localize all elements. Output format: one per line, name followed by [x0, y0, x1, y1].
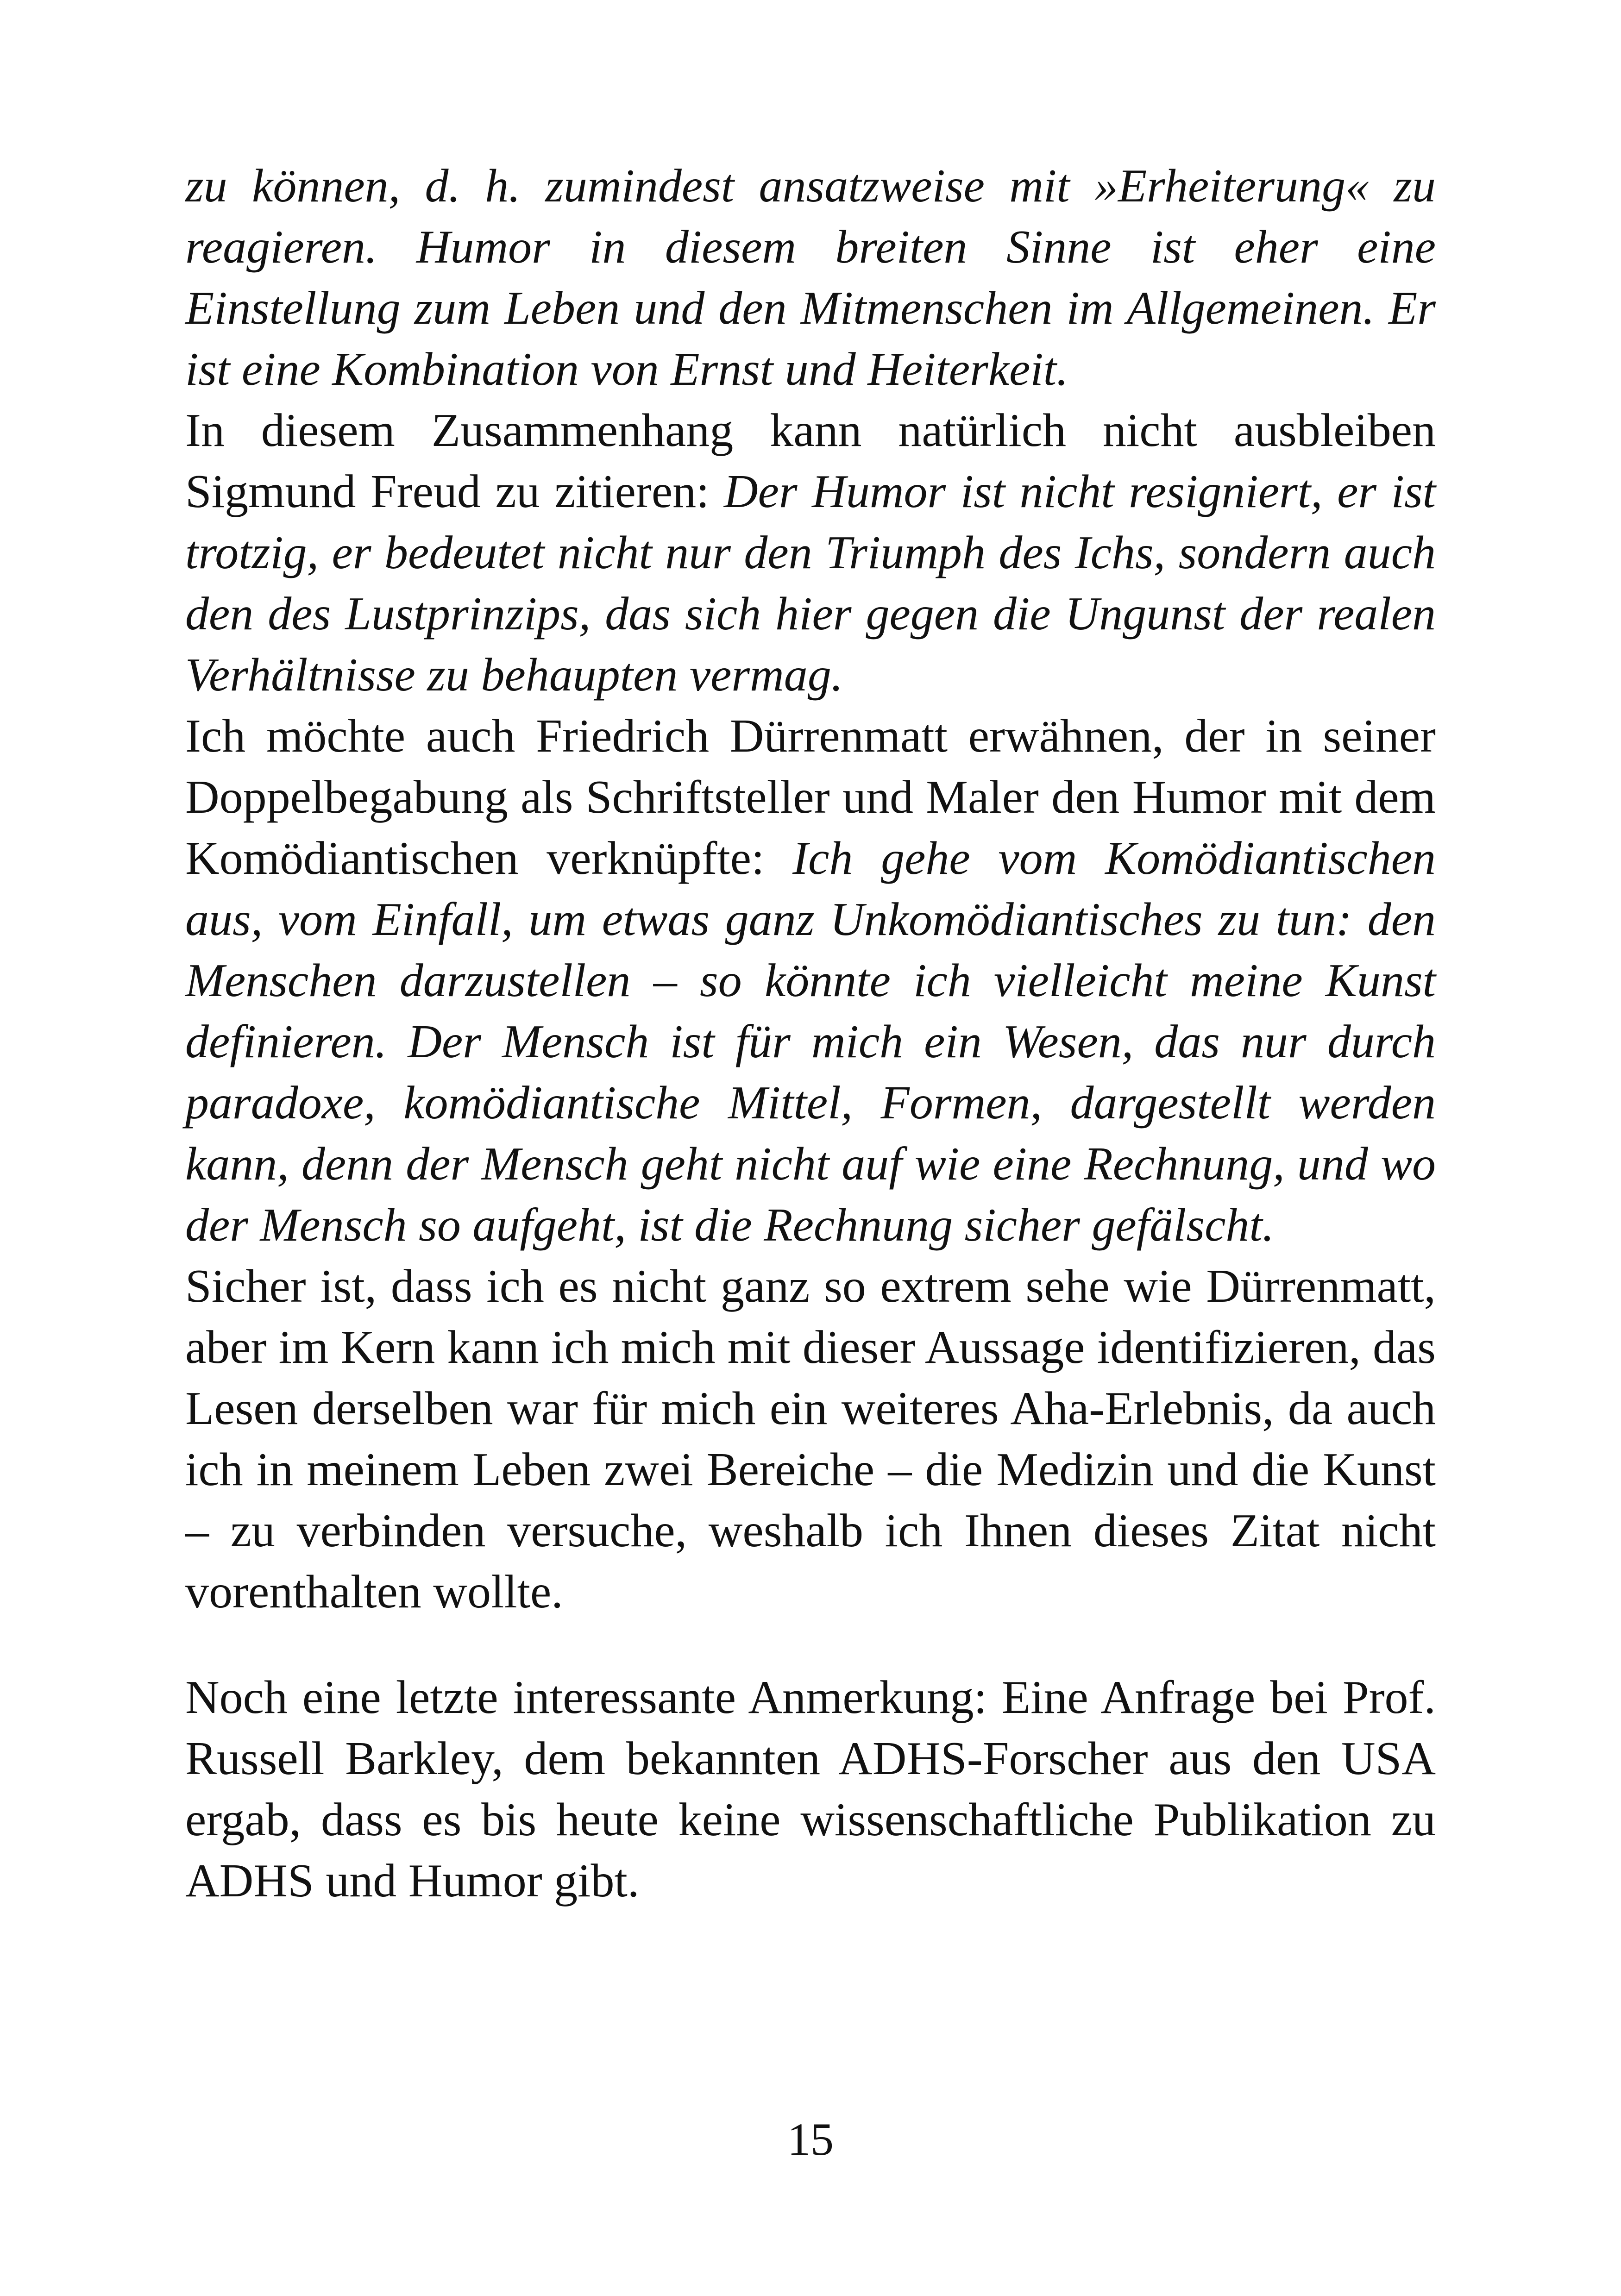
body-text: In diesem Zusammenhang kann natürlich nicht ausbleiben Sigmund Freud zu zitieren:	[185, 404, 1436, 518]
body-text: Ich möchte auch Friedrich Dürrenmatt erwähnen, der in seiner Doppelbegabung als Schriftsteller und Maler den Humor mit dem Komödiantischen verknüpfte:	[185, 710, 1436, 885]
body-text: Noch eine letzte interessante Anmerkung: Eine Anfrage bei Prof. Russell Barkley, dem bekannten ADHS-Forscher aus den USA ergab, dass es bis heute keine wissenschaftliche Publikation zu ADHS und Humor gibt.	[185, 1671, 1436, 1907]
paragraph-freud-quote	[185, 400, 1436, 706]
body-text: Sicher ist, dass ich es nicht ganz so extrem sehe wie Dürrenmatt, aber im Kern kann ich mich mit dieser Aussage identifizieren, das Lesen derselben war für mich ein weiteres Aha-Erlebnis, da auch ich in meinem Leben zwei Bereiche – die Medizin und die Kunst – zu verbinden versuche, weshalb ich Ihnen dieses Zitat nicht vorenthalten wollte.	[185, 1260, 1436, 1618]
paragraph-final-note	[185, 1667, 1436, 1912]
page-number: 15	[787, 2114, 834, 2165]
freud-quote: Der Humor ist nicht resigniert, er ist trotzig, er bedeutet nicht nur den Triumph des Ichs, sondern auch den des Lustprinzips, das sich hier gegen die Ungunst der realen Verhältnisse zu behaupten vermag.	[185, 465, 1436, 701]
duerrenmatt-quote: Ich gehe vom Komödiantischen aus, vom Einfall, um etwas ganz Unkomödiantisches zu tun: den Menschen darzustellen – so könnte ich vielleicht meine Kunst definieren. Der Mensch ist für mich ein Wesen, das nur durch paradoxe, komödiantische Mittel, Formen, dargestellt werden kann, denn der Mensch geht nicht auf wie eine Rechnung, und wo der Mensch so aufgeht, ist die Rechnung sicher gefälscht.	[185, 832, 1436, 1251]
closing-text-block	[185, 1667, 1436, 1912]
paragraph-humor-definition	[185, 156, 1436, 400]
main-text-block	[185, 156, 1436, 1623]
paragraph-personal-view	[185, 1256, 1436, 1623]
italic-text: zu können, d. h. zumindest ansatzweise mit »Erheiterung« zu reagieren. Humor in diesem breiten Sinne ist eher eine Einstellung zum Leben und den Mitmenschen im Allgemeinen. Er ist eine Kombination von Ernst und Heiterkeit.	[185, 160, 1436, 395]
paragraph-duerrenmatt-quote	[185, 706, 1436, 1256]
